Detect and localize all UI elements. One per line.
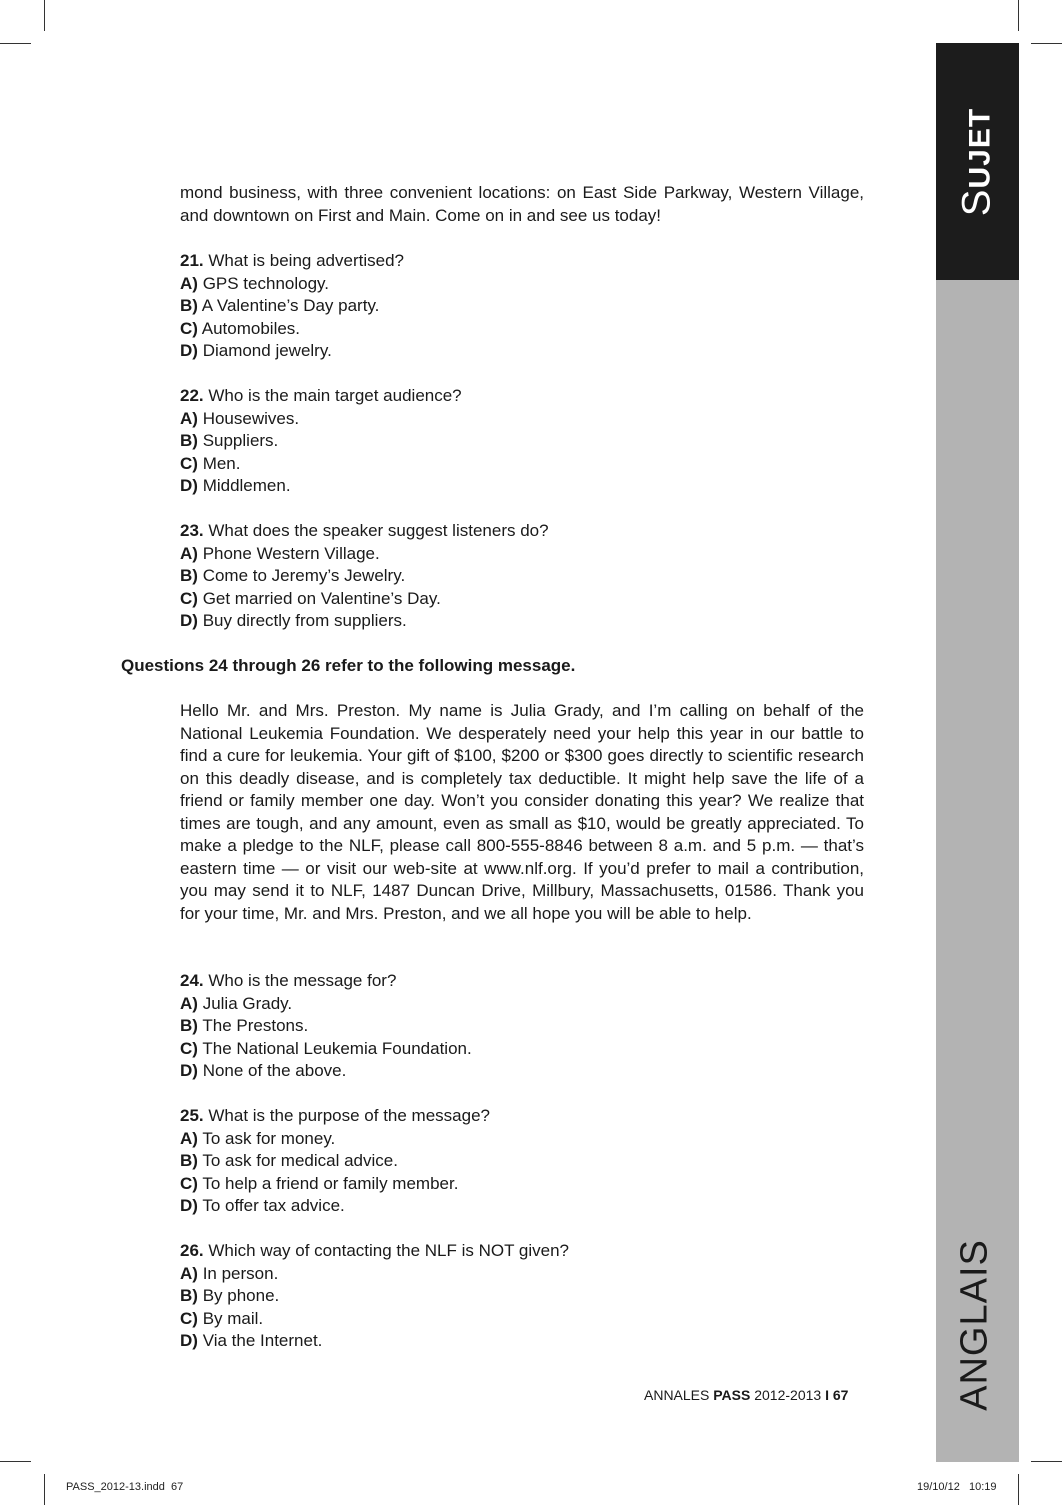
- question-22: [180, 385, 864, 498]
- message-paragraph: Hello Mr. and Mrs. Preston. My name is Julia Grady, and I’m calling on behalf of the National Leukemia Foundation. We desperately need your help this year in our battle to find a cure for leukemia. Your gift of $100, $200 or $300 goes directly to scientific research on this deadly disease, and is completely tax deductible. It might help save the life of a friend or family member one day. Won’t you consider donating this year? We realize that times are tough, and any amount, even as small as $10, would be greatly appreciated. To make a pledge to the NLF, please call 800-555-8846 between 8 a.m. and 5 p.m. — that’s eastern time — or visit our web-site at www.nlf.org. If you’d prefer to mail a contribution, you may send it to NLF, 1487 Duncan Drive, Millbury, Massachusetts, 01586. Thank you for your time, Mr. and Mrs. Preston, and we all hope you will be able to help.: [180, 701, 864, 923]
- answer-option: C) Automobiles.: [180, 318, 301, 338]
- crop-mark: [0, 43, 31, 44]
- question-25: [180, 1105, 864, 1218]
- sujet-rest-letters: UJET: [963, 107, 997, 189]
- crop-mark: [1018, 0, 1019, 31]
- answer-option: A) Julia Grady.: [180, 993, 293, 1013]
- answer-option: B) The Prestons.: [180, 1016, 309, 1035]
- question-stem: 25. What is the purpose of the message?: [180, 1106, 490, 1125]
- crop-mark: [0, 1461, 31, 1462]
- answer-option: C) Men.: [180, 453, 241, 473]
- answer-option: B) Come to Jeremy’s Jewelry.: [180, 566, 406, 585]
- page-number: 67: [832, 1387, 849, 1403]
- answer-option: C) To help a friend or family member.: [180, 1173, 459, 1193]
- answer-option: C) The National Leukemia Foundation.: [180, 1038, 472, 1058]
- footer-annales: ANNALES: [644, 1387, 710, 1403]
- question-23: [180, 520, 864, 633]
- page-footer: [644, 1387, 848, 1403]
- question-stem: 22. Who is the main target audience?: [180, 386, 462, 405]
- answer-option: D) Buy directly from suppliers.: [180, 611, 407, 630]
- footer-separator: I: [825, 1387, 829, 1403]
- section-heading: Questions 24 through 26 refer to the following message.: [121, 656, 576, 675]
- side-tab-sujet-label: [955, 108, 1000, 216]
- intro-paragraph-container: [180, 182, 864, 227]
- answer-option: C) Get married on Valentine’s Day.: [180, 588, 441, 608]
- answer-option: B) To ask for medical advice.: [180, 1151, 398, 1170]
- slug-file: PASS_2012-13.indd 67: [66, 1481, 184, 1493]
- answer-option: C) By mail.: [180, 1308, 264, 1328]
- message-paragraph-container: [180, 700, 864, 925]
- crop-mark: [1031, 1461, 1062, 1462]
- answer-option: B) A Valentine’s Day party.: [180, 296, 380, 315]
- question-24: [180, 970, 864, 1083]
- answer-option: A) GPS technology.: [180, 273, 330, 293]
- answer-option: A) Housewives.: [180, 408, 300, 428]
- answer-option: B) Suppliers.: [180, 431, 279, 450]
- slug-date: 19/10/12 10:19: [917, 1481, 997, 1493]
- question-stem: 26. Which way of contacting the NLF is NOT given?: [180, 1241, 569, 1260]
- footer-pass: PASS: [713, 1387, 751, 1403]
- question-21: [180, 250, 864, 363]
- answer-option: D) Middlemen.: [180, 476, 291, 495]
- crop-mark: [1031, 43, 1062, 44]
- question-stem: 21. What is being advertised?: [180, 251, 404, 270]
- answer-option: B) By phone.: [180, 1286, 280, 1305]
- crop-mark: [44, 0, 45, 31]
- footer-years: 2012-2013: [754, 1387, 822, 1403]
- intro-paragraph: mond business, with three convenient locations: on East Side Parkway, Western Village, and downtown on First and Main. Come on in and see us today!: [180, 183, 864, 225]
- answer-option: D) None of the above.: [180, 1061, 347, 1080]
- answer-option: A) In person.: [180, 1263, 279, 1283]
- answer-option: A) To ask for money.: [180, 1128, 336, 1148]
- question-26: [180, 1240, 864, 1353]
- question-stem: 24. Who is the message for?: [180, 971, 397, 990]
- answer-option: A) Phone Western Village.: [180, 543, 380, 563]
- answer-option: D) To offer tax advice.: [180, 1196, 345, 1215]
- crop-mark: [1018, 1474, 1019, 1505]
- side-tab-anglais-label: ANGLAIS: [953, 1239, 996, 1411]
- sujet-first-letter: S: [954, 188, 999, 217]
- crop-mark: [44, 1474, 45, 1505]
- answer-option: D) Via the Internet.: [180, 1331, 323, 1350]
- answer-option: D) Diamond jewelry.: [180, 341, 332, 360]
- question-stem: 23. What does the speaker suggest listeners do?: [180, 521, 549, 540]
